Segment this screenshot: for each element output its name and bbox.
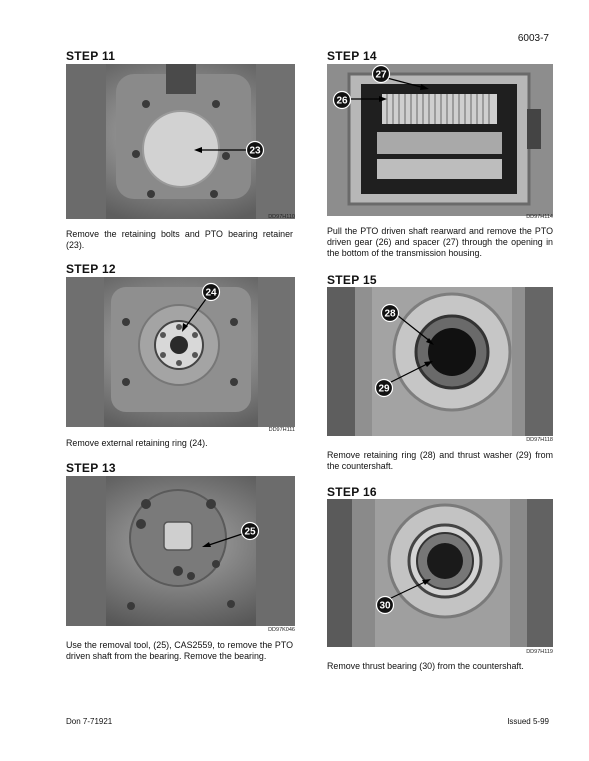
- step-12-heading: STEP 12: [66, 262, 116, 276]
- step-16-heading: STEP 16: [327, 485, 377, 499]
- step-11-heading: STEP 11: [66, 49, 116, 63]
- step-16-caption: Remove thrust bearing (30) from the countershaft.: [327, 661, 524, 671]
- step-15-photo-code: DD97H118: [526, 437, 553, 443]
- page-number: 6003-7: [517, 33, 549, 44]
- callout-23: 23: [249, 145, 261, 157]
- callout-26: 26: [336, 95, 348, 107]
- callout-24: 24: [205, 287, 217, 299]
- callout-25: 25: [244, 526, 256, 538]
- footer-issue-date: Issued 5-99: [507, 717, 549, 726]
- step-11-caption: Remove the retaining bolts and PTO bearing retainer (23).: [66, 229, 293, 250]
- step-14-photo: [327, 64, 553, 216]
- step-16-photo: [327, 499, 553, 647]
- step-11-photo: [66, 64, 295, 219]
- callout-30: 30: [379, 600, 391, 612]
- step-14-photo-code: DD97H114: [526, 214, 553, 220]
- callout-28: 28: [384, 308, 396, 320]
- step-11-photo-code: DD97H110: [268, 214, 295, 220]
- step-14-heading: STEP 14: [327, 49, 377, 63]
- step-13-photo: [66, 476, 295, 626]
- callout-27: 27: [375, 69, 387, 81]
- step-16-photo-code: DD97H119: [526, 649, 553, 655]
- step-15-heading: STEP 15: [327, 273, 377, 287]
- step-13-caption: Use the removal tool, (25), CAS2559, to remove the PTO driven shaft from the bearing. Remove the bearing.: [66, 640, 293, 661]
- step-12-caption: Remove external retaining ring (24).: [66, 438, 208, 448]
- step-12-photo: [66, 277, 295, 427]
- step-13-photo-code: DD97K046: [268, 627, 295, 633]
- callout-29: 29: [378, 383, 390, 395]
- step-13-heading: STEP 13: [66, 461, 116, 475]
- step-14-caption: Pull the PTO driven shaft rearward and remove the PTO driven gear (26) and spacer (27) through the opening in the bottom of the transmission housing.: [327, 226, 553, 258]
- step-15-photo: [327, 287, 553, 436]
- footer-document-number: Don 7-71921: [66, 717, 113, 726]
- step-12-photo-code: DD97H111: [268, 427, 295, 433]
- step-15-caption: Remove retaining ring (28) and thrust washer (29) from the countershaft.: [327, 450, 553, 471]
